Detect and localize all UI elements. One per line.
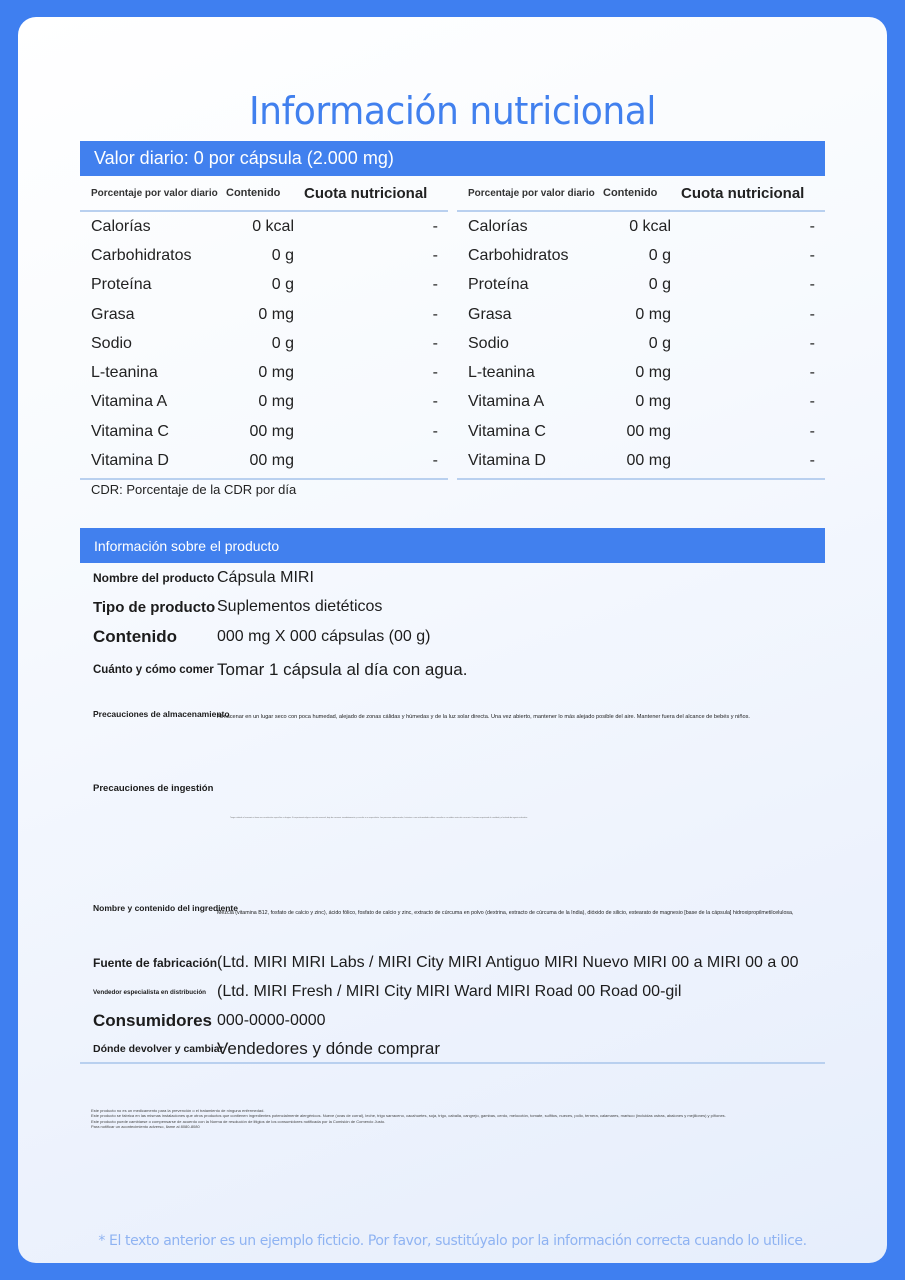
nutrition-row bbox=[80, 329, 448, 358]
nutrient-name: Vitamina D bbox=[468, 452, 546, 470]
nutrient-name: L-teanina bbox=[91, 364, 158, 382]
nutrient-name: Proteína bbox=[468, 276, 529, 294]
nutrient-value: 00 mg bbox=[626, 422, 671, 440]
nutrient-quota: - bbox=[432, 305, 438, 323]
cdr-note: CDR: Porcentaje de la CDR por día bbox=[91, 482, 297, 497]
nutrient-value: 0 g bbox=[648, 276, 671, 294]
nutrient-value: 0 mg bbox=[258, 364, 294, 382]
nutrition-row bbox=[80, 212, 448, 241]
column-quota: Cuota nutricional bbox=[304, 184, 428, 202]
nutrition-row bbox=[457, 446, 825, 475]
info-label: Nombre y contenido del ingrediente bbox=[93, 903, 238, 913]
info-row-product-type bbox=[80, 596, 825, 618]
nutrient-quota: - bbox=[432, 246, 438, 264]
info-row-distributor bbox=[80, 981, 825, 1003]
nutrient-name: Grasa bbox=[91, 305, 135, 323]
nutrient-quota: - bbox=[809, 217, 815, 235]
nutrient-quota: - bbox=[809, 364, 815, 382]
nutrient-value: 0 kcal bbox=[629, 217, 671, 235]
nutrient-value: 0 mg bbox=[258, 393, 294, 411]
info-value: Cápsula MIRI bbox=[217, 569, 314, 586]
nutrition-row bbox=[80, 271, 448, 300]
info-value: Tenga cuidado al consumir si tiene una constitución específica o alergias. Si experimenta alguna reacción anormal, deje de consumir inmediatamente y consulte a un especialista. Las personas embarazadas, lactantes o con enfermedades deben consultar a un médico antes de consumir. Consuma respetando la cantidad y el método de ingesta indicados. bbox=[230, 817, 528, 819]
info-value: Vendedores y dónde comprar bbox=[217, 1039, 441, 1058]
nutrient-quota: - bbox=[809, 305, 815, 323]
nutrient-quota: - bbox=[809, 276, 815, 294]
column-percent: Porcentaje por valor diario bbox=[468, 187, 595, 199]
nutrient-quota: - bbox=[809, 422, 815, 440]
fine-print-line: Este producto puede cambiarse o compensarse de acuerdo con la Norma de resolución de litigios de los consumidores notificada por la Comisión de Comercio Justo. bbox=[91, 1118, 386, 1124]
info-label: Tipo de producto bbox=[93, 598, 216, 616]
column-quota: Cuota nutricional bbox=[681, 184, 805, 202]
fine-print-line: Este producto se fabrica en las mismas instalaciones que otros productos que contienen ingredientes potencialmente alergénicos. Nueve (ovas de corral), leche, trigo sarraceno, cacahuetes, soja, trigo, caballa, cangrejo, gambas, cerdo, melocotón, tomate, sulfitos, nueces, pollo, ternera, calamares, marisco (incluidas ostras, abalones y mejillones) y piñones. bbox=[91, 1113, 726, 1119]
nutrition-label-page bbox=[18, 17, 887, 1263]
nutrition-row bbox=[457, 271, 825, 300]
nutrient-name: Sodio bbox=[91, 334, 132, 352]
nutrient-name: Vitamina A bbox=[91, 393, 168, 411]
info-value: (Ltd. MIRI MIRI Labs / MIRI City MIRI Antiguo MIRI Nuevo MIRI 00 a MIRI 00 a 00 bbox=[217, 954, 799, 971]
info-row-how-to-eat bbox=[80, 658, 825, 682]
nutrient-name: Calorías bbox=[91, 217, 151, 235]
nutrient-quota: - bbox=[809, 246, 815, 264]
column-percent: Porcentaje por valor diario bbox=[91, 187, 218, 199]
nutrient-quota: - bbox=[432, 422, 438, 440]
nutrition-row bbox=[457, 388, 825, 417]
nutrition-table-header bbox=[457, 176, 825, 212]
nutrient-value: 0 g bbox=[271, 334, 294, 352]
nutrient-quota: - bbox=[809, 393, 815, 411]
info-label: Contenido bbox=[93, 627, 178, 646]
nutrition-row bbox=[457, 212, 825, 241]
page-title: Información nutricional bbox=[248, 89, 656, 133]
nutrition-row bbox=[457, 241, 825, 270]
info-row-storage bbox=[80, 709, 825, 729]
column-content: Contenido bbox=[603, 187, 658, 199]
nutrient-quota: - bbox=[432, 334, 438, 352]
nutrition-table-left bbox=[80, 176, 448, 480]
info-value: Suplementos dietéticos bbox=[217, 598, 383, 615]
info-row-consumers bbox=[80, 1009, 825, 1033]
nutrient-name: Calorías bbox=[468, 217, 528, 235]
nutrition-row bbox=[457, 417, 825, 446]
info-label: Consumidores bbox=[93, 1011, 213, 1030]
nutrition-row bbox=[80, 446, 448, 475]
info-value: 000 mg X 000 cápsulas (00 g) bbox=[217, 628, 431, 645]
nutrition-row bbox=[80, 241, 448, 270]
info-label: Vendedor especialista en distribución bbox=[93, 988, 207, 996]
nutrient-value: 0 g bbox=[648, 334, 671, 352]
nutrient-name: L-teanina bbox=[468, 364, 535, 382]
product-info-divider bbox=[80, 1062, 825, 1064]
nutrient-name: Sodio bbox=[468, 334, 509, 352]
nutrition-table-header bbox=[80, 176, 448, 212]
nutrition-row bbox=[80, 300, 448, 329]
nutrient-quota: - bbox=[432, 217, 438, 235]
nutrient-name: Carbohidratos bbox=[91, 246, 192, 264]
column-content: Contenido bbox=[226, 187, 281, 199]
nutrient-value: 0 mg bbox=[258, 305, 294, 323]
nutrient-quota: - bbox=[809, 334, 815, 352]
nutrient-quota: - bbox=[432, 364, 438, 382]
nutrient-value: 0 mg bbox=[635, 364, 671, 382]
info-row-ingredients bbox=[80, 903, 825, 923]
nutrition-row bbox=[80, 417, 448, 446]
nutrition-row bbox=[80, 358, 448, 387]
fine-print-line: Este producto no es un medicamento para la prevención o el tratamiento de ninguna enfermedad. bbox=[91, 1108, 265, 1113]
nutrient-value: 00 mg bbox=[626, 452, 671, 470]
nutrient-value: 00 mg bbox=[249, 422, 294, 440]
daily-value-header: Valor diario: 0 por cápsula (2.000 mg) bbox=[80, 141, 825, 176]
fine-print-line: Para notificar un acontecimiento adverso, llame al 8080-8080 bbox=[91, 1123, 200, 1129]
nutrition-row bbox=[457, 329, 825, 358]
info-value: Tomar 1 cápsula al día con agua. bbox=[217, 660, 468, 679]
info-value: Mezcla (vitamina B12, fosfato de calcio y zinc), ácido fólico, fosfato de calcio y zinc, extracto de cúrcuma en polvo (dextrina, extracto de cúrcuma de la India), dióxido de silicio, estearato de magnesio [base de la cápsula] hidroxipropilmetilcelulosa, bbox=[217, 910, 794, 916]
info-value: 000-0000-0000 bbox=[217, 1012, 326, 1029]
info-label: Precauciones de ingestión bbox=[93, 782, 214, 794]
nutrient-name: Proteína bbox=[91, 276, 152, 294]
nutrient-value: 0 kcal bbox=[252, 217, 294, 235]
nutrition-row bbox=[80, 388, 448, 417]
info-value: (Ltd. MIRI Fresh / MIRI City MIRI Ward MIRI Road 00 Road 00-gil bbox=[217, 983, 682, 1000]
nutrient-quota: - bbox=[432, 276, 438, 294]
nutrient-name: Vitamina C bbox=[468, 422, 546, 440]
info-label: Dónde devolver y cambiar bbox=[93, 1043, 224, 1055]
nutrient-value: 0 mg bbox=[635, 305, 671, 323]
nutrient-name: Vitamina C bbox=[91, 422, 169, 440]
nutrient-quota: - bbox=[432, 393, 438, 411]
info-value: Almacenar en un lugar seco con poca humedad, alejado de zonas cálidas y húmedas y de la luz solar directa. Una vez abierto, mantener lo más alejado posible del aire. Mantener fuera del alcance de bebés y niños. bbox=[217, 714, 750, 720]
table-divider bbox=[80, 478, 448, 480]
info-row-content bbox=[80, 625, 825, 649]
disclaimer: * El texto anterior es un ejemplo ficticio. Por favor, sustitúyalo por la información correcta cuando lo utilice. bbox=[98, 1233, 807, 1249]
info-label: Fuente de fabricación bbox=[93, 956, 218, 970]
nutrient-value: 0 g bbox=[648, 246, 671, 264]
info-row-returns bbox=[80, 1038, 825, 1060]
ingestion-text-row bbox=[230, 815, 830, 821]
nutrient-quota: - bbox=[809, 452, 815, 470]
nutrient-name: Vitamina D bbox=[91, 452, 169, 470]
info-label: Cuánto y cómo comer bbox=[93, 664, 214, 676]
info-label: Nombre del producto bbox=[93, 571, 215, 585]
table-divider bbox=[457, 478, 825, 480]
info-row-manufacturer bbox=[80, 952, 825, 974]
nutrient-name: Carbohidratos bbox=[468, 246, 569, 264]
nutrient-value: 0 g bbox=[271, 246, 294, 264]
nutrient-value: 00 mg bbox=[249, 452, 294, 470]
nutrition-row bbox=[457, 300, 825, 329]
nutrition-table-right bbox=[457, 176, 825, 480]
nutrient-name: Grasa bbox=[468, 305, 512, 323]
nutrition-row bbox=[457, 358, 825, 387]
fine-print bbox=[91, 1108, 791, 1129]
info-row-ingestion bbox=[80, 781, 825, 795]
nutrient-value: 0 g bbox=[271, 276, 294, 294]
nutrient-value: 0 mg bbox=[635, 393, 671, 411]
info-row-product-name bbox=[80, 567, 825, 589]
nutrient-name: Vitamina A bbox=[468, 393, 545, 411]
info-label: Precauciones de almacenamiento bbox=[93, 709, 230, 719]
nutrient-quota: - bbox=[432, 452, 438, 470]
product-info-header: Información sobre el producto bbox=[80, 528, 825, 563]
